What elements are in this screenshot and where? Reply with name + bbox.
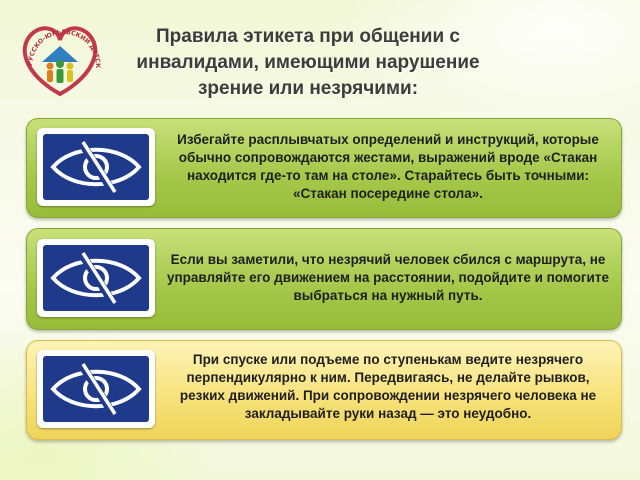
logo-text: РУССКО-ЮРЬЕВСКИЙ ДЕТСК [26,28,102,69]
rule-text: При спуске или подъеме по ступенькам ведите незрячего перпендикулярно к ним. Передвигаясь, не делайте рывков, резких движений. При сопровождении незрячего человека не закладывайте руки назад — это неудобно. [179,352,597,421]
low-vision-eye-icon [43,356,149,422]
icon-box [37,350,155,428]
rule-card-2 [26,228,622,330]
logo [14,16,106,98]
low-vision-eye-icon [43,134,149,200]
icon-box [37,239,155,317]
page-title: Правила этикета при общении с инвалидами, имеющими нарушение зрение или незрячими: [136,26,480,99]
icon-box [37,128,155,206]
rule-text: Если вы заметили, что незрячий человек сбился с маршрута, не управляйте его движением на расстоянии, подойдите и помогите выбраться на нужный путь. [167,252,609,303]
rule-text: Избегайте расплывчатых определений и инструкций, которые обычно сопровождаются жестами, выражений вроде «Стакан находится где-то там на столе». Старайтесь быть точными: «Стакан посередине стола». [177,132,599,201]
rule-card-3 [26,340,622,440]
rule-card-1 [26,118,622,218]
low-vision-eye-icon [43,245,149,311]
